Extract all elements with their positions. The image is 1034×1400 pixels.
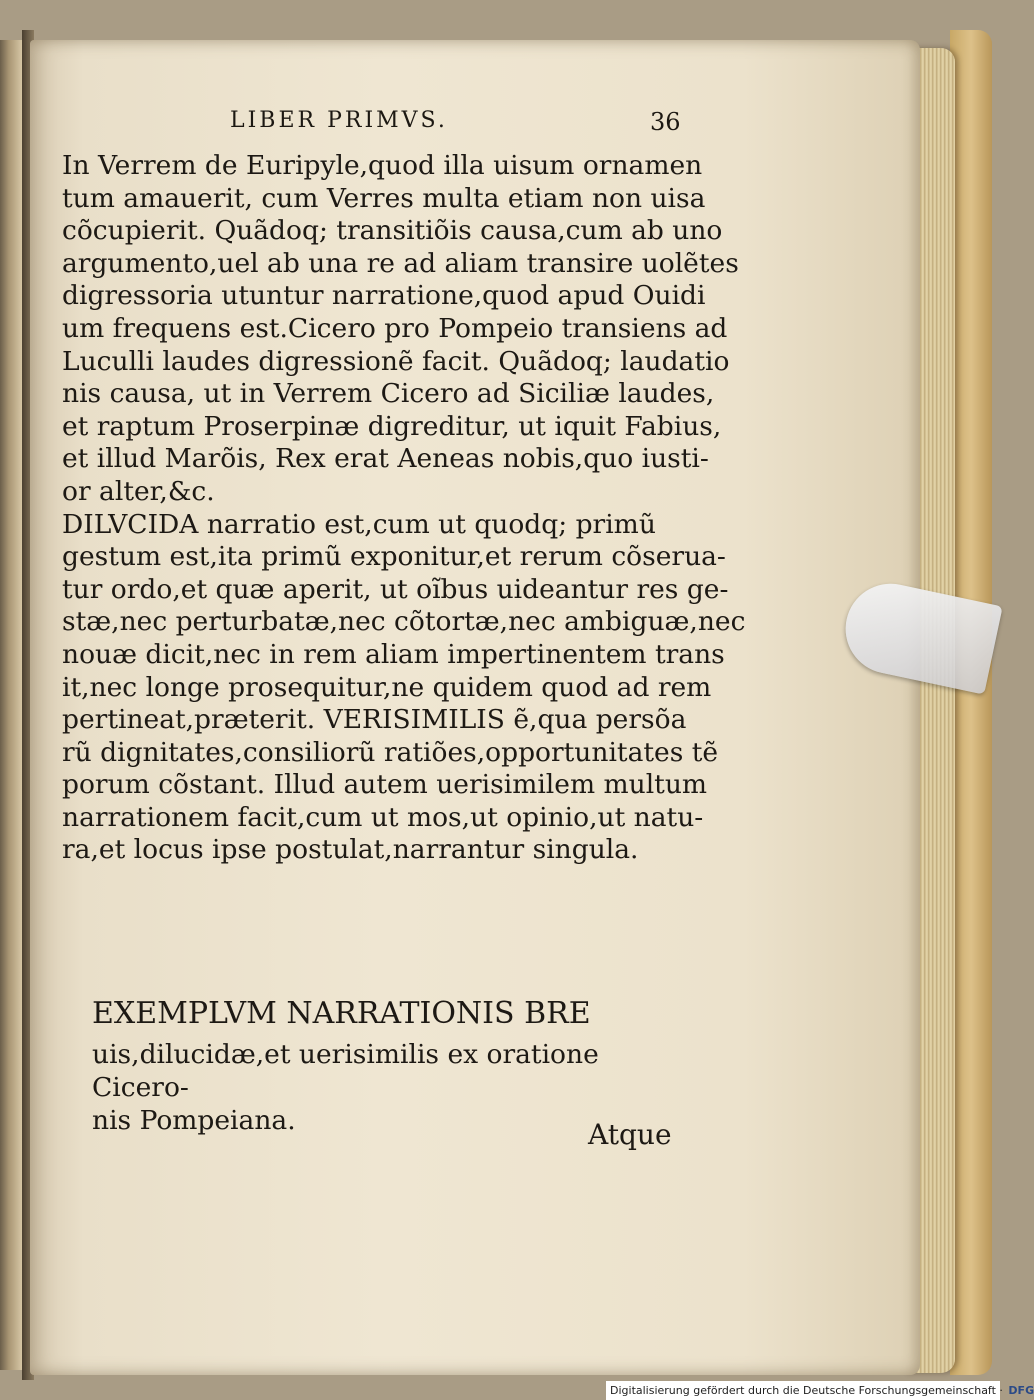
page-header [230, 108, 681, 138]
text-line: In Verrem de Euripyle,quod illa uisum ornamen [62, 150, 703, 181]
text-line: et raptum Proserpinæ digreditur, ut iquit Fabius, [62, 410, 722, 442]
text-line: or alter,&c. [62, 475, 215, 507]
footer-text: Digitalisierung gefördert durch die Deutsche Forschungsgemeinschaft · [610, 1384, 1003, 1397]
left-page-edge [0, 40, 22, 1370]
text-line: gestum est,ita primũ exponitur,et rerum cõserua- [62, 541, 726, 573]
text-line: nouæ dicit,nec in rem aliam impertinentem trans [62, 638, 725, 670]
book-cover-board [950, 30, 992, 1375]
text-line: digressoria utuntur narratione,quod apud Ouidi [62, 280, 706, 312]
text-line: ra,et locus ipse postulat,narrantur singula. [62, 834, 639, 866]
text-line: cõcupierit. Quãdoq; transitiõis causa,cum ab uno [62, 215, 723, 247]
page-number: 36 [650, 108, 681, 136]
running-head: LIBER PRIMVS. [230, 108, 448, 133]
subheading-line: uis,dilucidæ,et uerisimilis ex oratione Cicero- [92, 1039, 599, 1103]
text-line: tur ordo,et quæ aperit, ut oĩbus uideantur res ge- [62, 573, 729, 605]
catchword: Atque [588, 1118, 672, 1151]
text-line: rũ dignitates,consiliorũ ratiões,opportunitates tẽ [62, 736, 719, 768]
dfg-logo: DFG [1008, 1384, 1034, 1397]
text-line: um frequens est.Cicero pro Pompeio transiens ad [62, 312, 728, 344]
subheading-line: nis Pompeiana. [92, 1105, 296, 1136]
text-line: it,nec longe prosequitur,ne quidem quod ad rem [62, 671, 712, 703]
section-heading: EXEMPLVM NARRATIONIS BRE [92, 996, 591, 1031]
text-line: porum cõstant. Illud autem uerisimilem multum [62, 769, 708, 801]
footer-credit [606, 1381, 1034, 1400]
text-line: nis causa, ut in Verrem Cicero ad Siciliæ laudes, [62, 378, 715, 410]
text-line: Luculli laudes digressionẽ facit. Quãdoq; laudatio [62, 345, 730, 377]
text-line: stæ,nec perturbatæ,nec cõtortæ,nec ambiguæ,nec [62, 606, 746, 638]
text-line: narrationem facit,cum ut mos,ut opinio,ut natu- [62, 801, 704, 833]
text-line: DILVCIDA narratio est,cum ut quodq; primũ [62, 508, 656, 540]
body-text [62, 150, 746, 867]
text-line: pertineat,præterit. VERISIMILIS ẽ,qua persõa [62, 704, 687, 736]
text-line: et illud Marõis, Rex erat Aeneas nobis,quo iusti- [62, 443, 709, 475]
text-line: tum amauerit, cum Verres multa etiam non uisa [62, 182, 706, 214]
text-line: argumento,uel ab una re ad aliam transire uolẽtes [62, 247, 739, 279]
